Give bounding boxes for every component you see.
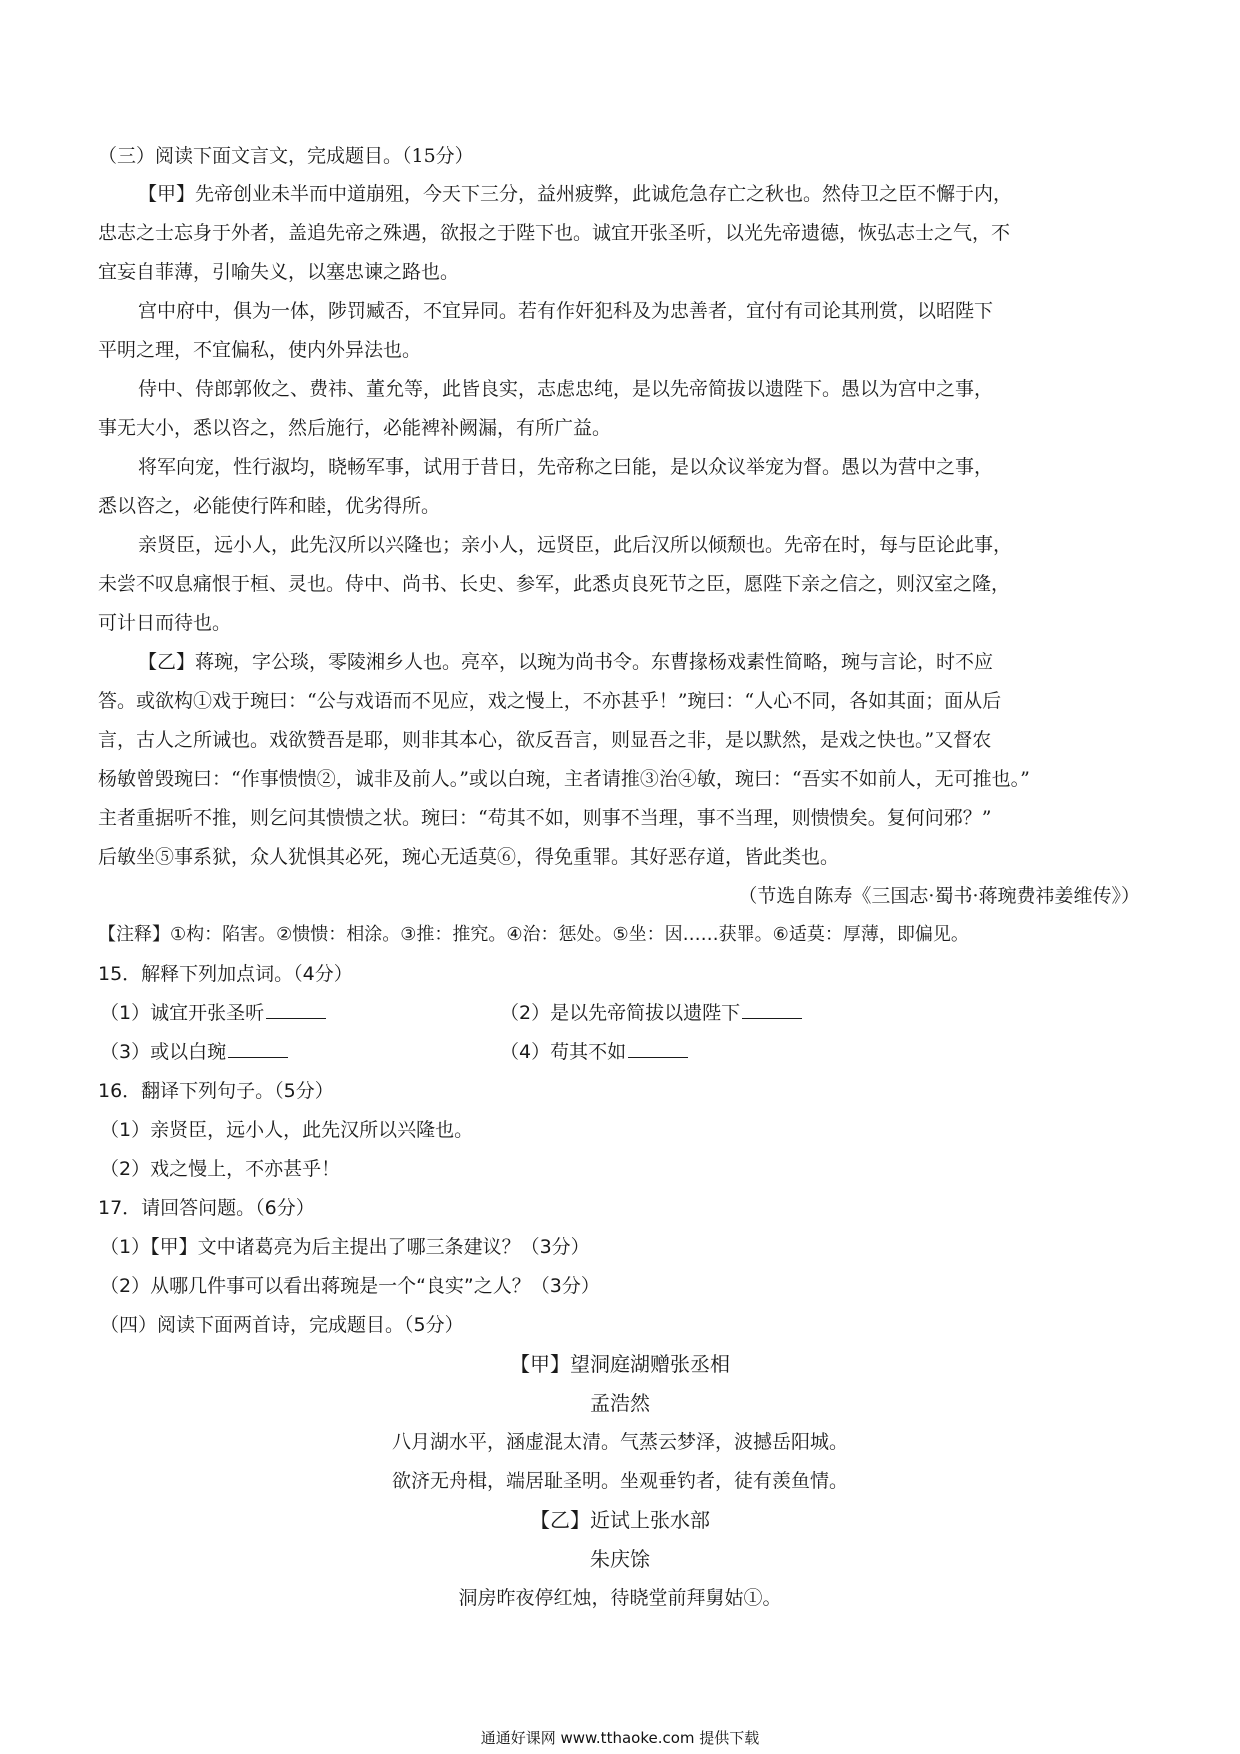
poem2-title: 【乙】近试上张水部 — [530, 1508, 710, 1532]
q15-stem: 15．解释下列加点词。（4分） — [98, 963, 353, 985]
jia-line: 侍中、侍郎郭攸之、费祎、董允等，此皆良实，志虑忠纯，是以先帝简拔以遗陛下。愚以为宫中之事， — [138, 378, 994, 400]
jia-line: 悉以咨之，必能使行阵和睦，优劣得所。 — [98, 495, 441, 517]
source-citation: （节选自陈寿《三国志·蜀书·蒋琬费祎姜维传》） — [738, 885, 1140, 907]
jia-line: 宫中府中，俱为一体，陟罚臧否，不宜异同。若有作奸犯科及为忠善者，宜付有司论其刑赏，以昭陛下 — [138, 300, 994, 322]
jia-line: 事无大小，悉以咨之，然后施行，必能裨补阙漏，有所广益。 — [98, 417, 612, 439]
poem1-line: 八月湖水平，涵虚混太清。气蒸云梦泽，波撼岳阳城。 — [391, 1431, 848, 1453]
q17-stem: 17．请回答问题。（6分） — [98, 1197, 315, 1219]
q15-item-3: （3）或以白琬 — [100, 1039, 288, 1065]
jia-line: 平明之理，不宜偏私，使内外异法也。 — [98, 339, 422, 361]
answer-blank[interactable] — [628, 1039, 688, 1058]
jia-line: 忠志之士忘身于外者，盖追先帝之殊遇，欲报之于陛下也。诚宜开张圣听，以光先帝遗德，恢弘志士之气，不 — [98, 222, 1011, 244]
q15-item-4: （4）苟其不如 — [500, 1039, 688, 1065]
answer-blank[interactable] — [228, 1039, 288, 1058]
section4-heading: （四）阅读下面两首诗，完成题目。（5分） — [100, 1314, 464, 1336]
q16-item-2: （2）戏之慢上，不亦甚乎！ — [100, 1158, 341, 1180]
answer-blank[interactable] — [266, 1000, 326, 1019]
yi-line: 答。或欲构①戏于琬曰：“公与戏语而不见应，戏之慢上，不亦甚乎！”琬曰：“人心不同，各如其面；面从后 — [98, 690, 1002, 712]
q15-item-1: （1）诚宜开张圣听 — [100, 1000, 326, 1026]
jia-line: 宜妄自菲薄，引喻失义，以塞忠谏之路也。 — [98, 261, 460, 283]
answer-blank[interactable] — [742, 1000, 802, 1019]
yi-line: 杨敏曾毁琬曰：“作事愦愦②，诚非及前人。”或以白琬，主者请推③治④敏，琬曰：“吾实不如前人，无可推也。” — [98, 768, 1030, 790]
page-footer: 通通好课网 www.tthaoke.com 提供下载 — [480, 1729, 760, 1747]
poem1-author: 孟浩然 — [590, 1391, 650, 1415]
q15-item-2: （2）是以先帝简拔以遗陛下 — [500, 1000, 802, 1026]
section3-heading: （三）阅读下面文言文，完成题目。（15分） — [98, 145, 474, 167]
annotation-notes: 【注释】①构：陷害。②愦愦：相涂。③推：推究。④治：惩处。⑤坐：因……获罪。⑥适莫：厚薄，即偏见。 — [98, 924, 969, 945]
q17-item-1: （1）【甲】文中诸葛亮为后主提出了哪三条建议？（3分） — [100, 1236, 590, 1258]
jia-line: 亲贤臣，远小人，此先汉所以兴隆也；亲小人，远贤臣，此后汉所以倾颓也。先帝在时，每与臣论此事， — [138, 534, 1013, 556]
jia-line: 未尝不叹息痛恨于桓、灵也。侍中、尚书、长史、参军，此悉贞良死节之臣，愿陛下亲之信之，则汉室之隆， — [98, 573, 1011, 595]
yi-line: 【乙】蒋琬，字公琰，零陵湘乡人也。亮卒，以琬为尚书令。东曹掾杨戏素性简略，琬与言论，时不应 — [138, 651, 994, 673]
q16-item-1: （1）亲贤臣，远小人，此先汉所以兴隆也。 — [100, 1119, 474, 1141]
yi-line: 后敏坐⑤事系狱，众人犹惧其必死，琬心无适莫⑥，得免重罪。其好恶存道，皆此类也。 — [98, 846, 840, 868]
poem2-author: 朱庆馀 — [590, 1547, 650, 1571]
jia-line: 可计日而待也。 — [98, 612, 232, 634]
q17-item-2: （2）从哪几件事可以看出蒋琬是一个“良实”之人？（3分） — [100, 1275, 600, 1297]
q16-stem: 16．翻译下列句子。（5分） — [98, 1080, 334, 1102]
poem1-title: 【甲】望洞庭湖赠张丞相 — [510, 1352, 730, 1376]
poem2-line: 洞房昨夜停红烛，待晓堂前拜舅姑①。 — [458, 1587, 782, 1609]
yi-line: 言，古人之所诫也。戏欲赞吾是耶，则非其本心，欲反吾言，则显吾之非，是以默然，是戏之快也。”又督农 — [98, 729, 992, 751]
yi-line: 主者重据听不推，则乞问其愦愦之状。琬曰：“苟其不如，则事不当理，事不当理，则愦愦矣。复何问邪？” — [98, 807, 992, 829]
poem1-line: 欲济无舟楫，端居耻圣明。坐观垂钓者，徒有羡鱼情。 — [391, 1470, 848, 1492]
jia-line: 将军向宠，性行淑均，晓畅军事，试用于昔日，先帝称之曰能，是以众议举宠为督。愚以为营中之事， — [138, 456, 994, 478]
jia-line: 【甲】先帝创业未半而中道崩殂，今天下三分，益州疲弊，此诚危急存亡之秋也。然侍卫之臣不懈于内， — [138, 183, 1013, 205]
